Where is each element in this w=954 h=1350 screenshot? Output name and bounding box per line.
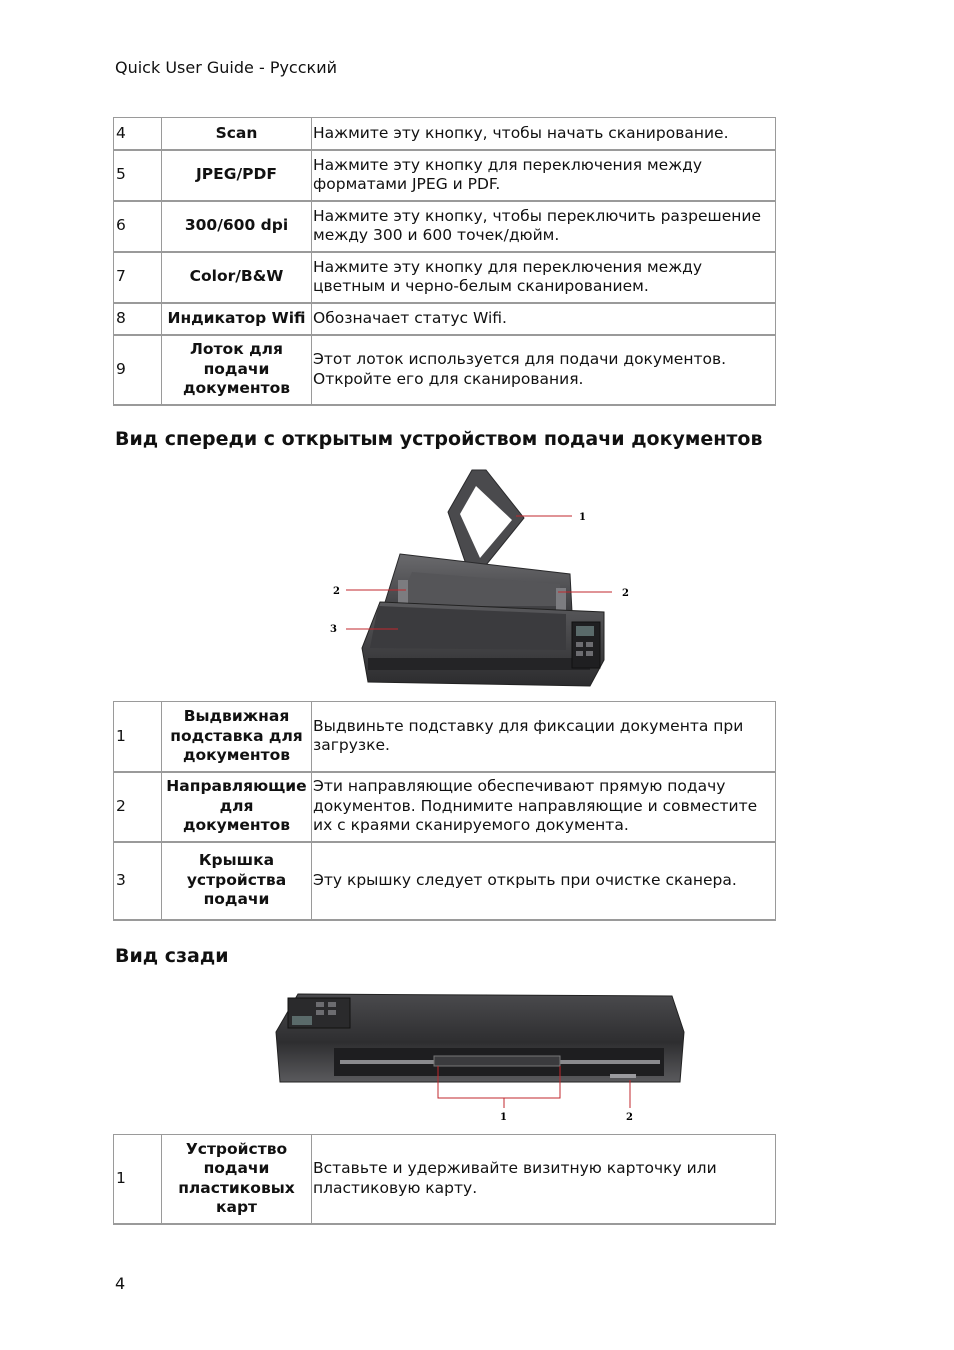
row-number: 1 bbox=[114, 1135, 162, 1224]
front-parts-table bbox=[113, 701, 776, 921]
row-description: Этот лоток используется для подачи документов. Откройте его для сканирования. bbox=[312, 335, 776, 405]
callout-1: 1 bbox=[579, 512, 586, 523]
page-header: Quick User Guide - Русский bbox=[115, 58, 337, 77]
page-number: 4 bbox=[115, 1274, 126, 1293]
section-heading-front-view: Вид спереди с открытым устройством подачи документов bbox=[115, 428, 763, 450]
section-heading-back-view: Вид сзади bbox=[115, 945, 229, 967]
callout-2-left: 2 bbox=[333, 586, 340, 597]
callout-3: 3 bbox=[330, 624, 337, 635]
scanner-back-image bbox=[274, 990, 686, 1126]
table-row bbox=[114, 252, 776, 303]
table-row bbox=[114, 335, 776, 405]
table-row bbox=[114, 702, 776, 772]
row-description: Эту крышку следует открыть при очистке сканера. bbox=[312, 842, 776, 920]
row-number: 1 bbox=[114, 702, 162, 772]
callout-2-right: 2 bbox=[622, 588, 629, 599]
back-parts-table bbox=[113, 1134, 776, 1225]
row-term: 300/600 dpi bbox=[162, 201, 312, 252]
row-number: 2 bbox=[114, 772, 162, 842]
row-term: Крышка устройства подачи bbox=[162, 842, 312, 920]
table-row bbox=[114, 150, 776, 201]
row-term: Color/B&W bbox=[162, 252, 312, 303]
row-term: Направляющие для документов bbox=[162, 772, 312, 842]
buttons-table bbox=[113, 117, 776, 406]
row-description: Обозначает статус Wifi. bbox=[312, 303, 776, 335]
row-term: Выдвижная подставка для документов bbox=[162, 702, 312, 772]
table-row bbox=[114, 842, 776, 920]
row-description: Нажмите эту кнопку, чтобы начать сканирование. bbox=[312, 118, 776, 150]
row-description: Нажмите эту кнопку для переключения между цветным и черно-белым сканированием. bbox=[312, 252, 776, 303]
row-number: 7 bbox=[114, 252, 162, 303]
table-row bbox=[114, 118, 776, 150]
row-term: Устройство подачи пластиковых карт bbox=[162, 1135, 312, 1224]
callout-2: 2 bbox=[626, 1112, 633, 1123]
row-number: 5 bbox=[114, 150, 162, 201]
row-description: Эти направляющие обеспечивают прямую подачу документов. Поднимите направляющие и совместите их с краями сканируемого документа. bbox=[312, 772, 776, 842]
row-description: Нажмите эту кнопку, чтобы переключить разрешение между 300 и 600 точек/дюйм. bbox=[312, 201, 776, 252]
row-description: Вставьте и удерживайте визитную карточку или пластиковую карту. bbox=[312, 1135, 776, 1224]
row-number: 6 bbox=[114, 201, 162, 252]
row-description: Нажмите эту кнопку для переключения между форматами JPEG и PDF. bbox=[312, 150, 776, 201]
table-row bbox=[114, 772, 776, 842]
row-number: 9 bbox=[114, 335, 162, 405]
row-term: Лоток для подачи документов bbox=[162, 335, 312, 405]
table-row bbox=[114, 1135, 776, 1224]
row-term: Scan bbox=[162, 118, 312, 150]
table-row bbox=[114, 201, 776, 252]
table-row bbox=[114, 303, 776, 335]
row-term: JPEG/PDF bbox=[162, 150, 312, 201]
row-term: Индикатор Wifi bbox=[162, 303, 312, 335]
row-number: 4 bbox=[114, 118, 162, 150]
scanner-front-open-image bbox=[320, 462, 640, 694]
row-number: 8 bbox=[114, 303, 162, 335]
callout-1: 1 bbox=[500, 1112, 507, 1123]
row-number: 3 bbox=[114, 842, 162, 920]
row-description: Выдвиньте подставку для фиксации документа при загрузке. bbox=[312, 702, 776, 772]
